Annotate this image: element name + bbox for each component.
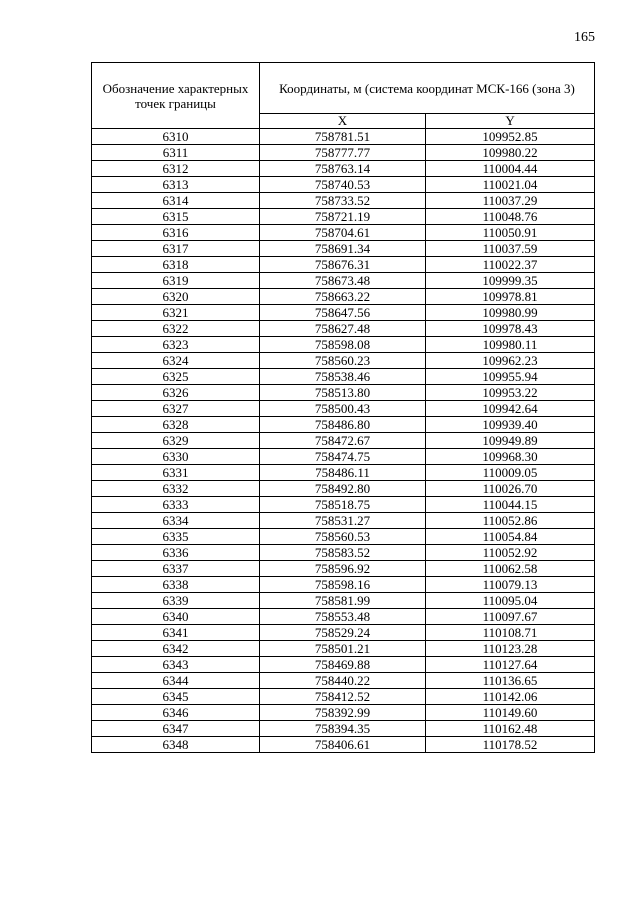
- y-cell: 110054.84: [426, 529, 595, 545]
- table-row: [92, 145, 595, 161]
- y-cell: 109980.11: [426, 337, 595, 353]
- table-row: [92, 385, 595, 401]
- point-cell: 6326: [92, 385, 260, 401]
- x-cell: 758394.35: [260, 721, 426, 737]
- point-cell: 6337: [92, 561, 260, 577]
- y-cell: 110079.13: [426, 577, 595, 593]
- point-cell: 6311: [92, 145, 260, 161]
- coordinates-table: [91, 62, 595, 753]
- point-cell: 6347: [92, 721, 260, 737]
- table-row: [92, 417, 595, 433]
- point-cell: 6320: [92, 289, 260, 305]
- x-cell: 758676.31: [260, 257, 426, 273]
- y-cell: 110127.64: [426, 657, 595, 673]
- table-row: [92, 129, 595, 145]
- y-cell: 110037.59: [426, 241, 595, 257]
- x-cell: 758500.43: [260, 401, 426, 417]
- y-cell: 109999.35: [426, 273, 595, 289]
- header-point-designation: Обозначение характерных точек границы: [92, 63, 260, 129]
- x-cell: 758583.52: [260, 545, 426, 561]
- table-row: [92, 737, 595, 753]
- table-row: [92, 209, 595, 225]
- table-row: [92, 465, 595, 481]
- point-cell: 6344: [92, 673, 260, 689]
- point-cell: 6331: [92, 465, 260, 481]
- x-cell: 758492.80: [260, 481, 426, 497]
- point-cell: 6332: [92, 481, 260, 497]
- table-row: [92, 593, 595, 609]
- table-row: [92, 529, 595, 545]
- header-y: Y: [426, 114, 595, 129]
- point-cell: 6325: [92, 369, 260, 385]
- table-row: [92, 673, 595, 689]
- point-cell: 6312: [92, 161, 260, 177]
- x-cell: 758538.46: [260, 369, 426, 385]
- point-cell: 6343: [92, 657, 260, 673]
- x-cell: 758673.48: [260, 273, 426, 289]
- point-cell: 6328: [92, 417, 260, 433]
- y-cell: 110178.52: [426, 737, 595, 753]
- y-cell: 110052.92: [426, 545, 595, 561]
- point-cell: 6318: [92, 257, 260, 273]
- y-cell: 109978.81: [426, 289, 595, 305]
- point-cell: 6338: [92, 577, 260, 593]
- y-cell: 110123.28: [426, 641, 595, 657]
- table-row: [92, 305, 595, 321]
- x-cell: 758560.23: [260, 353, 426, 369]
- y-cell: 110097.67: [426, 609, 595, 625]
- table-row: [92, 481, 595, 497]
- table-row: [92, 321, 595, 337]
- point-cell: 6339: [92, 593, 260, 609]
- x-cell: 758501.21: [260, 641, 426, 657]
- x-cell: 758647.56: [260, 305, 426, 321]
- x-cell: 758627.48: [260, 321, 426, 337]
- point-cell: 6319: [92, 273, 260, 289]
- y-cell: 110052.86: [426, 513, 595, 529]
- table-row: [92, 289, 595, 305]
- table-row: [92, 161, 595, 177]
- y-cell: 109942.64: [426, 401, 595, 417]
- x-cell: 758513.80: [260, 385, 426, 401]
- table-row: [92, 337, 595, 353]
- x-cell: 758777.77: [260, 145, 426, 161]
- y-cell: 110026.70: [426, 481, 595, 497]
- x-cell: 758598.16: [260, 577, 426, 593]
- x-cell: 758486.11: [260, 465, 426, 481]
- x-cell: 758781.51: [260, 129, 426, 145]
- point-cell: 6345: [92, 689, 260, 705]
- y-cell: 110149.60: [426, 705, 595, 721]
- x-cell: 758486.80: [260, 417, 426, 433]
- point-cell: 6334: [92, 513, 260, 529]
- y-cell: 110162.48: [426, 721, 595, 737]
- y-cell: 110095.04: [426, 593, 595, 609]
- table-row: [92, 625, 595, 641]
- x-cell: 758412.52: [260, 689, 426, 705]
- x-cell: 758440.22: [260, 673, 426, 689]
- y-cell: 110142.06: [426, 689, 595, 705]
- point-cell: 6316: [92, 225, 260, 241]
- point-cell: 6317: [92, 241, 260, 257]
- table-row: [92, 225, 595, 241]
- x-cell: 758553.48: [260, 609, 426, 625]
- x-cell: 758560.53: [260, 529, 426, 545]
- x-cell: 758704.61: [260, 225, 426, 241]
- y-cell: 110062.58: [426, 561, 595, 577]
- table-row: [92, 353, 595, 369]
- y-cell: 109949.89: [426, 433, 595, 449]
- y-cell: 110037.29: [426, 193, 595, 209]
- table-row: [92, 257, 595, 273]
- table-row: [92, 689, 595, 705]
- table-row: [92, 545, 595, 561]
- y-cell: 109978.43: [426, 321, 595, 337]
- x-cell: 758472.67: [260, 433, 426, 449]
- point-cell: 6321: [92, 305, 260, 321]
- x-cell: 758581.99: [260, 593, 426, 609]
- x-cell: 758763.14: [260, 161, 426, 177]
- y-cell: 110050.91: [426, 225, 595, 241]
- table-row: [92, 241, 595, 257]
- point-cell: 6342: [92, 641, 260, 657]
- x-cell: 758598.08: [260, 337, 426, 353]
- y-cell: 109962.23: [426, 353, 595, 369]
- point-cell: 6310: [92, 129, 260, 145]
- table-row: [92, 577, 595, 593]
- y-cell: 109980.99: [426, 305, 595, 321]
- point-cell: 6346: [92, 705, 260, 721]
- point-cell: 6313: [92, 177, 260, 193]
- table-row: [92, 369, 595, 385]
- table-row: [92, 449, 595, 465]
- table-row: [92, 401, 595, 417]
- table-row: [92, 177, 595, 193]
- y-cell: 109953.22: [426, 385, 595, 401]
- x-cell: 758406.61: [260, 737, 426, 753]
- table-row: [92, 641, 595, 657]
- x-cell: 758518.75: [260, 497, 426, 513]
- y-cell: 109939.40: [426, 417, 595, 433]
- y-cell: 110009.05: [426, 465, 595, 481]
- table-row: [92, 657, 595, 673]
- y-cell: 110022.37: [426, 257, 595, 273]
- table-row: [92, 609, 595, 625]
- y-cell: 110136.65: [426, 673, 595, 689]
- x-cell: 758529.24: [260, 625, 426, 641]
- x-cell: 758531.27: [260, 513, 426, 529]
- table-row: [92, 561, 595, 577]
- y-cell: 109955.94: [426, 369, 595, 385]
- table-body: [92, 129, 595, 753]
- point-cell: 6330: [92, 449, 260, 465]
- x-cell: 758721.19: [260, 209, 426, 225]
- table-row: [92, 273, 595, 289]
- x-cell: 758740.53: [260, 177, 426, 193]
- y-cell: 110108.71: [426, 625, 595, 641]
- y-cell: 110048.76: [426, 209, 595, 225]
- y-cell: 110004.44: [426, 161, 595, 177]
- x-cell: 758596.92: [260, 561, 426, 577]
- point-cell: 6324: [92, 353, 260, 369]
- x-cell: 758474.75: [260, 449, 426, 465]
- table-row: [92, 721, 595, 737]
- point-cell: 6333: [92, 497, 260, 513]
- x-cell: 758392.99: [260, 705, 426, 721]
- point-cell: 6327: [92, 401, 260, 417]
- x-cell: 758733.52: [260, 193, 426, 209]
- header-x: X: [260, 114, 426, 129]
- point-cell: 6335: [92, 529, 260, 545]
- point-cell: 6341: [92, 625, 260, 641]
- table-row: [92, 193, 595, 209]
- y-cell: 109980.22: [426, 145, 595, 161]
- y-cell: 110021.04: [426, 177, 595, 193]
- table-row: [92, 513, 595, 529]
- point-cell: 6329: [92, 433, 260, 449]
- table-header: [92, 63, 595, 129]
- x-cell: 758663.22: [260, 289, 426, 305]
- point-cell: 6336: [92, 545, 260, 561]
- y-cell: 110044.15: [426, 497, 595, 513]
- header-coordinates: Координаты, м (система координат МСК-166 (зона 3): [260, 63, 595, 114]
- table-row: [92, 497, 595, 513]
- table-row: [92, 705, 595, 721]
- point-cell: 6340: [92, 609, 260, 625]
- table-row: [92, 433, 595, 449]
- y-cell: 109952.85: [426, 129, 595, 145]
- point-cell: 6323: [92, 337, 260, 353]
- point-cell: 6315: [92, 209, 260, 225]
- header-row-top: [92, 63, 595, 114]
- point-cell: 6322: [92, 321, 260, 337]
- x-cell: 758691.34: [260, 241, 426, 257]
- point-cell: 6314: [92, 193, 260, 209]
- point-cell: 6348: [92, 737, 260, 753]
- x-cell: 758469.88: [260, 657, 426, 673]
- y-cell: 109968.30: [426, 449, 595, 465]
- page-number: 165: [574, 30, 595, 45]
